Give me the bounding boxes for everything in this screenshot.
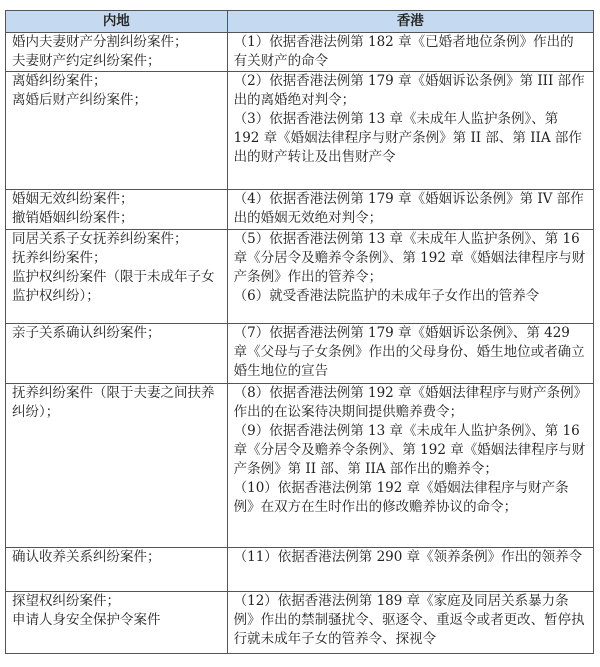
mainland-cell bbox=[6, 324, 228, 384]
mainland-case: 婚内夫妻财产分割纠纷案件； bbox=[12, 34, 188, 50]
hongkong-order: （2）依据香港法例第 179 章《婚姻诉讼条例》第 III 部作出的离婚绝对判令； bbox=[233, 73, 585, 108]
hongkong-order: （11）依据香港法例第 290 章《领养条例》作出的领养令 bbox=[233, 549, 583, 565]
table-row bbox=[6, 548, 594, 592]
hongkong-cell bbox=[227, 592, 593, 654]
hongkong-cell bbox=[227, 230, 593, 324]
hongkong-cell bbox=[227, 324, 593, 384]
mainland-cell bbox=[6, 72, 228, 190]
comparison-table bbox=[5, 10, 594, 654]
hongkong-cell bbox=[227, 72, 593, 190]
table-row bbox=[6, 230, 594, 324]
mainland-cell bbox=[6, 384, 228, 548]
mainland-cell bbox=[6, 230, 228, 324]
hongkong-order: （10）依据香港法例第 192 章《婚姻法律程序与财产条例》在双方在生时作出的修改赡养协议的命令； bbox=[233, 480, 569, 515]
mainland-case: 抚养纠纷案件； bbox=[12, 250, 107, 266]
mainland-case: 同居关系子女抚养纠纷案件； bbox=[12, 231, 188, 247]
hongkong-order: （9）依据香港法例第 13 章《未成年人监护条例》、第 16 章《分居令及赡养令条例》、第 192 章《婚姻法律程序与财产条例》第 II 部、第 IIA 部作出的赡养令； bbox=[233, 423, 586, 477]
table-row bbox=[6, 324, 594, 384]
hongkong-order: （4）依据香港法例第 179 章《婚姻诉讼条例》第 IV 部作出的婚姻无效绝对判令； bbox=[233, 191, 584, 226]
mainland-cell bbox=[6, 592, 228, 654]
mainland-case: 离婚纠纷案件； bbox=[12, 73, 107, 89]
hongkong-cell bbox=[227, 384, 593, 548]
mainland-case: 抚养纠纷案件（限于夫妻之间扶养纠纷）； bbox=[12, 385, 215, 420]
mainland-case: 离婚后财产纠纷案件； bbox=[12, 92, 147, 108]
hongkong-cell bbox=[227, 190, 593, 230]
mainland-case: 撤销婚姻纠纷案件； bbox=[12, 210, 134, 226]
mainland-case: 婚姻无效纠纷案件； bbox=[12, 191, 134, 207]
mainland-case: 监护权纠纷案件（限于未成年子女监护权纠纷）； bbox=[12, 269, 215, 304]
header-mainland: 内地 bbox=[6, 11, 228, 33]
mainland-case: 申请人身安全保护令案件 bbox=[12, 612, 161, 628]
mainland-cell bbox=[6, 190, 228, 230]
mainland-case: 亲子关系确认纠纷案件； bbox=[12, 325, 161, 341]
header-hongkong: 香港 bbox=[227, 11, 593, 33]
table-row bbox=[6, 72, 594, 190]
hongkong-order: （3）依据香港法例第 13 章《未成年人监护条例》、第 192 章《婚姻法律程序与财产条例》第 II 部、第 IIA 部作出的财产转让及出售财产令 bbox=[233, 111, 582, 165]
hongkong-cell bbox=[227, 548, 593, 592]
hongkong-order: （8）依据香港法例第 192 章《婚姻法律程序与财产条例》作出的在讼案待决期间提供赡养费令； bbox=[233, 385, 581, 420]
mainland-case: 确认收养关系纠纷案件； bbox=[12, 549, 161, 565]
hongkong-order: （5）依据香港法例第 13 章《未成年人监护条例》、第 16 章《分居令及赡养令条例》、第 192 章《婚姻法律程序与财产条例》作出的管养令； bbox=[233, 231, 586, 285]
hongkong-order: （12）依据香港法例第 189 章《家庭及同居关系暴力条例》作出的禁制骚扰令、驱逐令、重返令或者更改、暂停执行就未成年子女的管养令、探视令 bbox=[233, 593, 585, 647]
hongkong-order: （1）依据香港法例第 182 章《已婚者地位条例》作出的有关财产的命令 bbox=[233, 34, 574, 69]
header-row bbox=[6, 11, 594, 33]
hongkong-order: （7）依据香港法例第 179 章《婚姻诉讼条例》、第 429 章《父母与子女条例》作出的父母身份、婚生地位或者确立婚生地位的宣告 bbox=[233, 325, 585, 379]
table-row bbox=[6, 384, 594, 548]
mainland-case: 探望权纠纷案件； bbox=[12, 593, 120, 609]
mainland-cell bbox=[6, 33, 228, 72]
table-row bbox=[6, 190, 594, 230]
mainland-cell bbox=[6, 548, 228, 592]
table-row bbox=[6, 592, 594, 654]
hongkong-cell bbox=[227, 33, 593, 72]
table-row bbox=[6, 33, 594, 72]
mainland-case: 夫妻财产约定纠纷案件； bbox=[12, 53, 161, 69]
hongkong-order: （6）就受香港法院监护的未成年子女作出的管养令 bbox=[233, 288, 540, 304]
